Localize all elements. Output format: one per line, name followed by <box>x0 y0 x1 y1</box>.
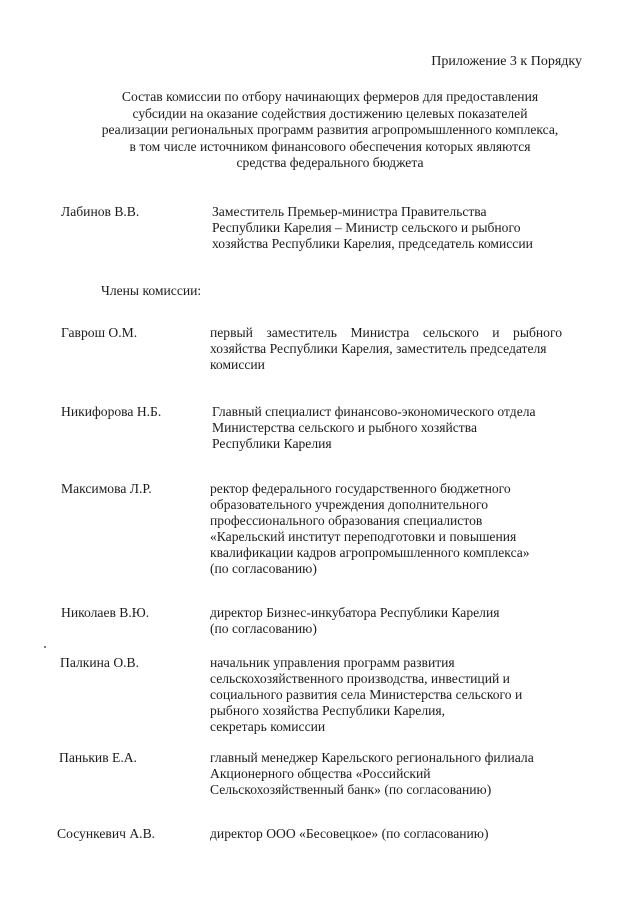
role-line: директор Бизнес-инкубатора Республики Карелия <box>210 605 500 620</box>
role-line: «Карельский институт переподготовки и повышения <box>210 529 517 544</box>
member-role <box>210 481 562 577</box>
role-line: секретарь комиссии <box>210 719 326 734</box>
role-line: Сельскохозяйственный банк» (по согласованию) <box>210 782 492 797</box>
member-name: Палкина О.В. <box>60 655 140 670</box>
title-line: реализации региональных программ развития агропромышленного комплекса, <box>101 122 559 137</box>
role-line: Министерства сельского и рыбного хозяйства <box>212 420 477 435</box>
title-line: средства федерального бюджета <box>236 155 424 170</box>
member-name: Панькив Е.А. <box>59 750 137 765</box>
appendix-label: Приложение 3 к Порядку <box>431 54 582 69</box>
chair-name: Лабинов В.В. <box>61 204 140 219</box>
role-line: квалификации кадров агропромышленного комплекса» <box>210 545 530 560</box>
role-line: сельскохозяйственного производства, инвестиций и <box>210 671 510 686</box>
member-name: Гаврош О.М. <box>61 325 138 340</box>
member-role <box>210 605 562 637</box>
member-name: Никифорова Н.Б. <box>61 404 162 419</box>
role-line: Заместитель Премьер-министра Правительства <box>212 204 487 219</box>
member-role <box>210 826 562 842</box>
document-title <box>70 89 590 172</box>
member-role <box>210 750 562 798</box>
title-line: в том числе источником финансового обеспечения которых являются <box>129 138 531 154</box>
role-line: (по согласованию) <box>210 621 317 636</box>
title-line: субсидии на оказание содействия достижению целевых показателей <box>132 105 528 121</box>
role-line: директор ООО «Бесовецкое» (по согласованию) <box>210 826 489 841</box>
role-line: хозяйства Республики Карелия, заместитель председателя <box>210 341 547 356</box>
role-line: Акционерного общества «Российский <box>210 766 431 781</box>
role-line: хозяйства Республики Карелия, председатель комиссии <box>212 236 533 251</box>
scan-speck <box>44 646 46 648</box>
member-name: Сосункевич А.В. <box>57 826 156 841</box>
member-role <box>210 325 562 373</box>
member-name: Максимова Л.Р. <box>61 481 152 496</box>
role-line: социального развития села Министерства сельского и <box>210 687 523 702</box>
role-line: Республики Карелия <box>212 436 332 451</box>
role-line: образовательного учреждения дополнительного <box>210 497 489 512</box>
chair-role <box>212 204 564 252</box>
role-line: профессионального образования специалистов <box>210 513 483 528</box>
members-heading: Члены комиссии: <box>101 283 202 298</box>
role-line: Республики Карелия – Министр сельского и рыбного <box>212 220 521 235</box>
member-name: Николаев В.Ю. <box>61 605 150 620</box>
member-role <box>210 655 562 735</box>
role-line: ректор федерального государственного бюджетного <box>210 481 511 496</box>
role-line: комиссии <box>210 357 265 372</box>
role-line: главный менеджер Карельского регионального филиала <box>210 750 534 765</box>
role-line: первый заместитель Министра сельского и рыбного <box>210 325 562 340</box>
role-line: Главный специалист финансово-экономического отдела <box>212 404 536 419</box>
role-line: начальник управления программ развития <box>210 655 455 670</box>
member-role <box>212 404 564 452</box>
role-line: рыбного хозяйства Республики Карелия, <box>210 703 446 718</box>
title-line: Состав комиссии по отбору начинающих фермеров для предоставления <box>121 89 539 104</box>
role-line: (по согласованию) <box>210 561 317 576</box>
